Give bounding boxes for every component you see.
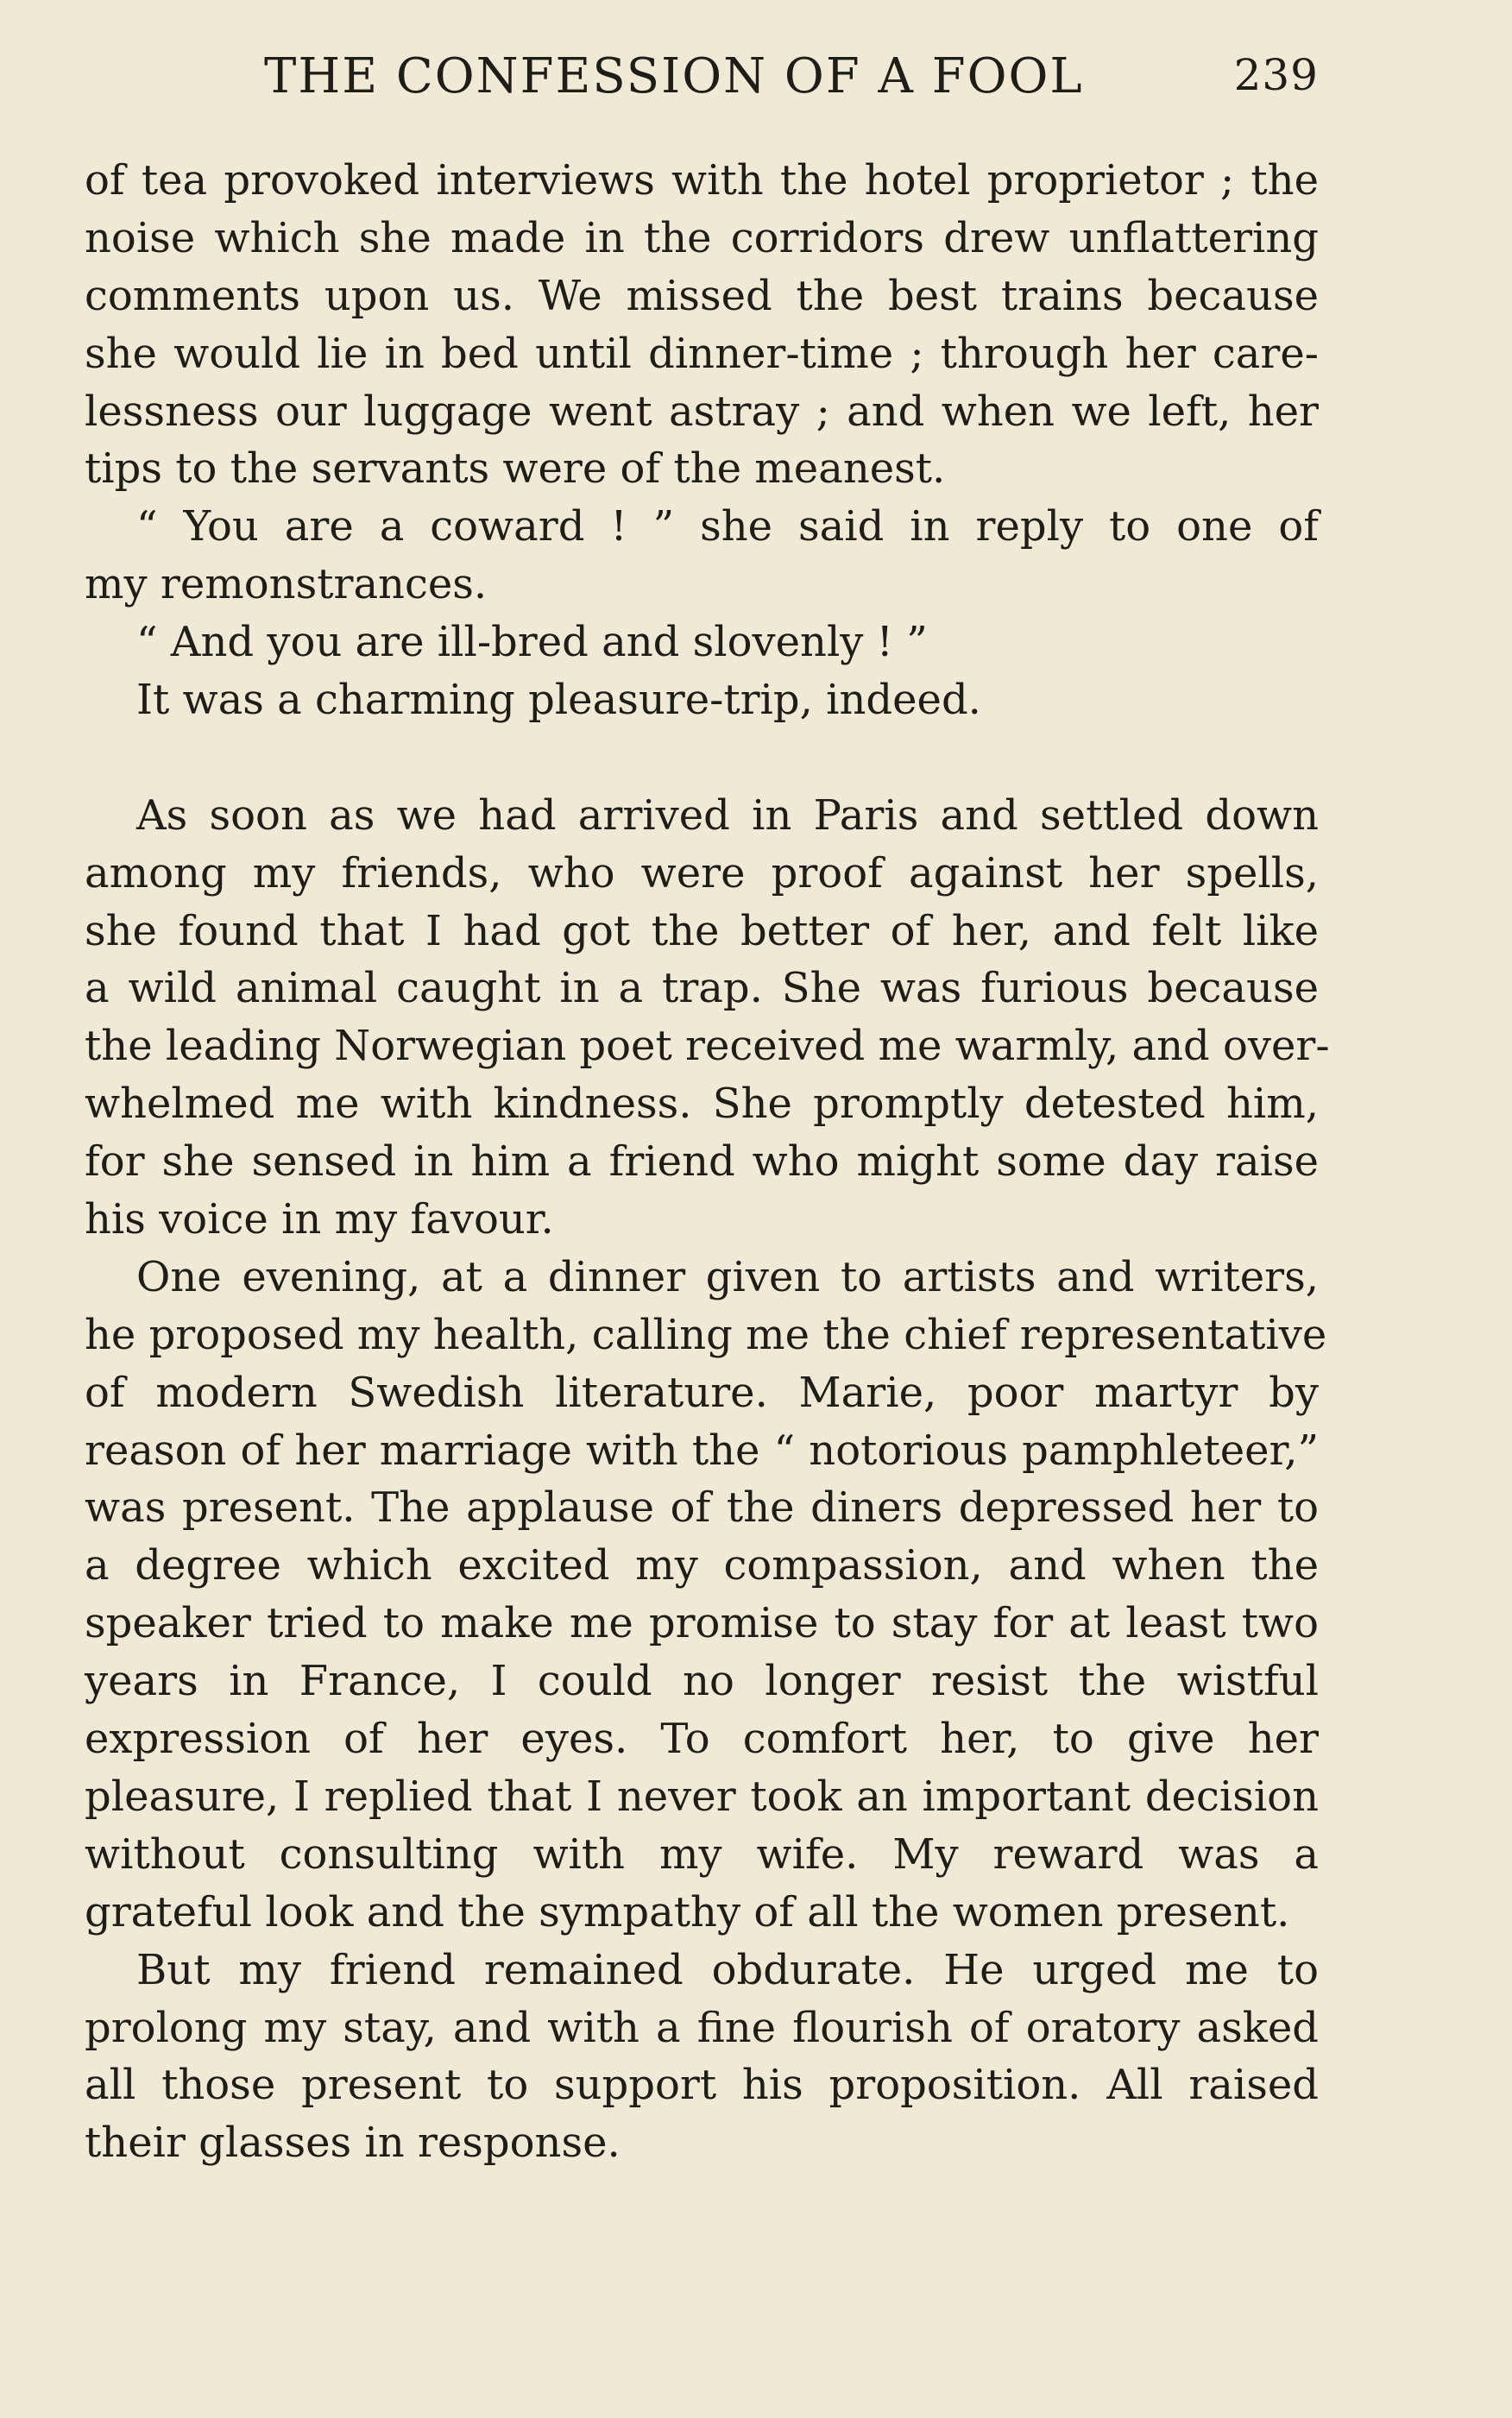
text-line: reason of her marriage with the “ notorious pamphleteer,” (85, 1426, 1319, 1475)
text-line: he proposed my health, calling me the chief representative (85, 1310, 1327, 1359)
text-line: pleasure, I replied that I never took an important decision (85, 1772, 1319, 1821)
text-line: It was a charming pleasure-trip, indeed. (136, 676, 981, 725)
text-line: As soon as we had arrived in Paris and settled down (136, 790, 1319, 840)
text-line: a wild animal caught in a trap. She was furious because (85, 964, 1319, 1013)
text-line: “ And you are ill-bred and slovenly ! ” (136, 618, 928, 667)
text-line: grateful look and the sympathy of all the women present. (85, 1887, 1290, 1936)
text-line: was present. The applause of the diners depressed her to (85, 1483, 1319, 1533)
text-line: expression of her eyes. To comfort her, to give her (85, 1715, 1319, 1764)
text-line: lessness our luggage went astray ; and when we left, her (85, 387, 1319, 436)
text-line: noise which she made in the corridors drew unflattering (85, 213, 1319, 262)
page-number: 239 (1233, 50, 1319, 100)
running-title: THE CONFESSION OF A FOOL (264, 48, 1084, 104)
text-line: his voice in my favour. (85, 1195, 554, 1244)
text-line: the leading Norwegian poet received me warmly, and over- (85, 1022, 1330, 1071)
text-line: whelmed me with kindness. She promptly detested him, (85, 1080, 1319, 1129)
text-line: my remonstrances. (85, 560, 488, 609)
text-line: speaker tried to make me promise to stay for at least two (85, 1599, 1319, 1648)
text-line: she found that I had got the better of her, and felt like (85, 906, 1319, 955)
running-head (83, 48, 1319, 117)
text-line: she would lie in bed until dinner-time ; through her care- (85, 329, 1319, 378)
text-line: for she sensed in him a friend who might some day raise (85, 1137, 1319, 1187)
text-line: comments upon us. We missed the best trains because (85, 271, 1319, 320)
body-text (85, 152, 1330, 2172)
text-line: One evening, at a dinner given to artists and writers, (136, 1252, 1319, 1301)
text-line: of modern Swedish literature. Marie, poor martyr by (85, 1368, 1319, 1417)
text-line: years in France, I could no longer resist the wistful (85, 1657, 1319, 1706)
text-line: of tea provoked interviews with the hotel proprietor ; the (85, 156, 1319, 205)
text-line: their glasses in response. (85, 2119, 621, 2168)
text-line: among my friends, who were proof against her spells, (85, 848, 1319, 897)
section-break (85, 729, 1319, 787)
text-line: “ You are a coward ! ” she said in reply to one of (136, 502, 1319, 551)
text-line: a degree which excited my compassion, and when the (85, 1541, 1319, 1590)
text-line: without consulting with my wife. My reward was a (85, 1829, 1319, 1879)
text-line: But my friend remained obdurate. He urged me to (136, 1945, 1319, 1994)
text-line: all those present to support his proposition. All raised (85, 2061, 1319, 2110)
text-line: prolong my stay, and with a fine flourish of oratory asked (85, 2003, 1319, 2052)
text-line: tips to the servants were of the meanest. (85, 444, 946, 494)
